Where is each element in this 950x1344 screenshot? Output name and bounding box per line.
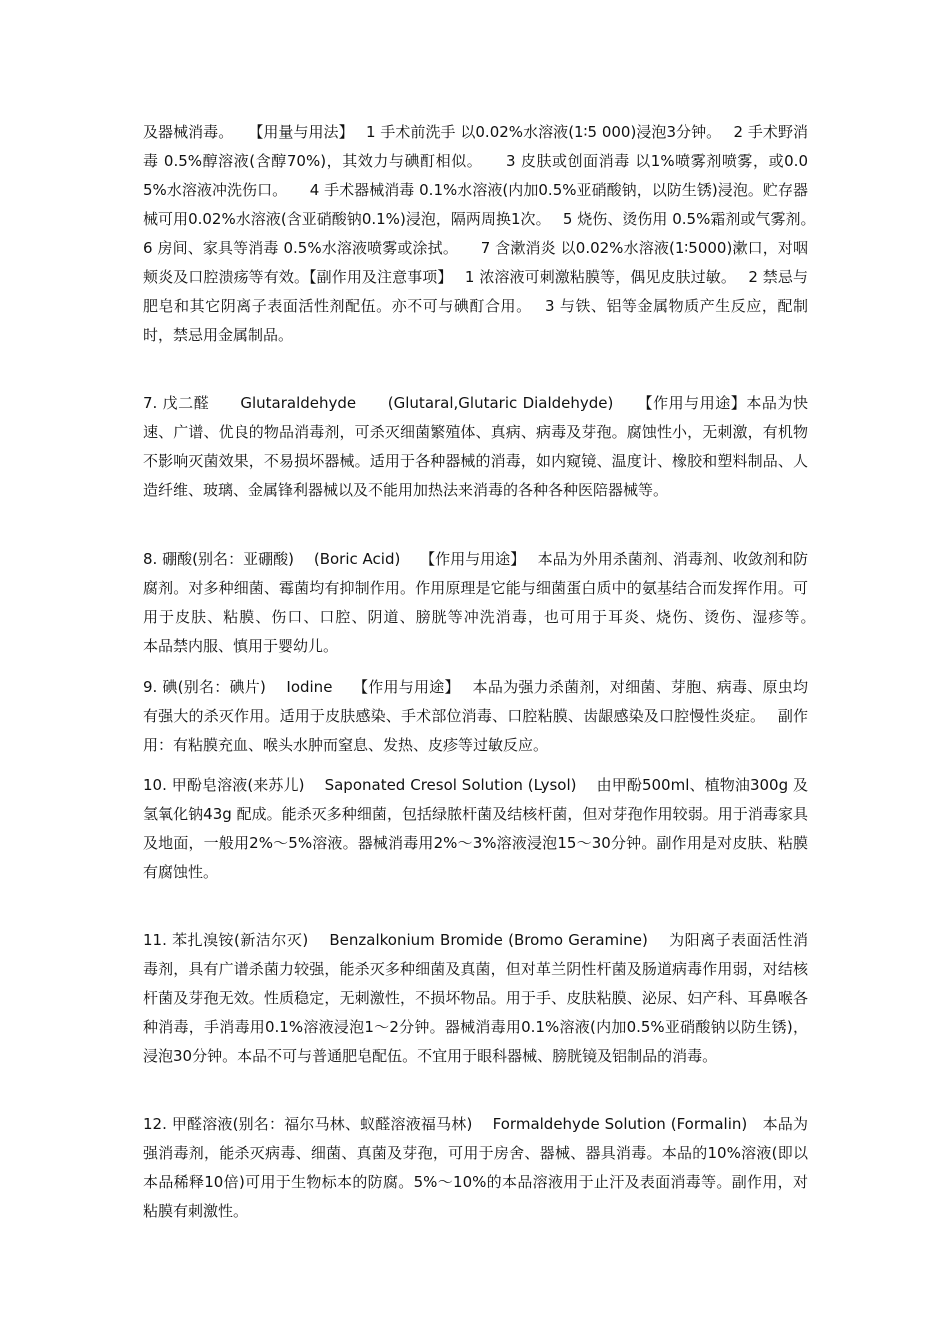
paragraph-lysol: 10. 甲酚皂溶液(来苏儿) Saponated Cresol Solution (Lysol) 由甲酚500ml、植物油300g 及氢氧化钠43g 配成。能杀灭多种细菌，包括绿脓杆菌及结核杆菌，但对芽孢作用较弱。用于消毒家具及地面，一般用2%～5%溶液。器械消毒用2%～3%溶液浸泡15～30分钟。副作用是对皮肤、粘膜有腐蚀性。: [143, 776, 808, 881]
paragraph-usage-continued: 及器械消毒。 【用量与用法】 1 手术前洗手 以0.02%水溶液(1∶5 000)浸泡3分钟。 2 手术野消毒 0.5%醇溶液(含醇70%)，其效力与碘酊相似。 3 皮肤或创面消毒 以1%喷雾剂喷雾，或0.05%水溶液冲洗伤口。 4 手术器械消毒 0.1%水溶液(内加0.5%亚硝酸钠，以防生锈)浸泡。贮存器械可用0.02%水溶液(含亚硝酸钠0.1%)浸泡，隔两周换1次。 5 烧伤、烫伤用 0.5%霜剂或气雾剂。 6 房间、家具等消毒 0.5%水溶液喷雾或涂拭。 7 含漱消炎 以0.02%水溶液(1∶5000)漱口，对咽颊炎及口腔溃疡等有效。【副作用及注意事项】 1 浓溶液可刺激粘膜等，偶见皮肤过敏。 2 禁忌与肥皂和其它阴离子表面活性剂配伍。亦不可与碘酊合用。 3 与铁、铝等金属物质产生反应，配制时，禁忌用金属制品。: [143, 123, 839, 344]
paragraph-iodine: 9. 碘(别名：碘片) Iodine 【作用与用途】 本品为强力杀菌剂，对细菌、芽胞、病毒、原虫均有强大的杀灭作用。适用于皮肤感染、手术部位消毒、口腔粘膜、齿龈感染及口腔慢性炎症。 副作用：有粘膜充血、喉头水肿而窒息、发热、皮疹等过敏反应。: [143, 678, 808, 754]
paragraph-boric-acid: 8. 硼酸(别名：亚硼酸) (Boric Acid) 【作用与用途】 本品为外用杀菌剂、消毒剂、收敛剂和防腐剂。对多种细菌、霉菌均有抑制作用。作用原理是它能与细菌蛋白质中的氨基结合而发挥作用。可用于皮肤、粘膜、伤口、口腔、阴道、膀胱等冲洗消毒，也可用于耳炎、烧伤、烫伤、湿疹等。 本品禁内服、慎用于婴幼儿。: [143, 550, 839, 655]
paragraph-benzalkonium-bromide: 11. 苯扎溴铵(新洁尔灭) Benzalkonium Bromide (Bromo Geramine) 为阳离子表面活性消毒剂，具有广谱杀菌力较强，能杀灭多种细菌及真菌，但对革兰阴性杆菌及肠道病毒作用弱，对结核杆菌及芽孢无效。性质稳定，无刺激性，不损坏物品。用于手、皮肤粘膜、泌尿、妇产科、耳鼻喉各种消毒，手消毒用0.1%溶液浸泡1～2分钟。器械消毒用0.1%溶液(内加0.5%亚硝酸钠以防生锈)，浸泡30分钟。本品不可与普通肥皂配伍。不宜用于眼科器械、膀胱镜及铝制品的消毒。: [143, 931, 808, 1065]
paragraph-glutaraldehyde: 7. 戊二醛 Glutaraldehyde (Glutaral,Glutaric Dialdehyde) 【作用与用途】本品为快速、广谱、优良的物品消毒剂，可杀灭细菌繁殖体、真病、病毒及芽孢。腐蚀性小，无刺激，有机物不影响灭菌效果，不易损坏器械。适用于各种器械的消毒，如内窥镜、温度计、橡胶和塑料制品、人造纤维、玻璃、金属锋利器械以及不能用加热法来消毒的各种各种医陪器械等。: [143, 394, 808, 499]
paragraph-formaldehyde: 12. 甲醛溶液(别名：福尔马林、蚁醛溶液福马林) Formaldehyde Solution (Formalin) 本品为强消毒剂，能杀灭病毒、细菌、真菌及芽孢，可用于房舍、器械、器具消毒。本品的10%溶液(即以本品稀释10倍)可用于生物标本的防腐。5%～10%的本品溶液用于止汗及表面消毒等。副作用，对粘膜有刺激性。: [143, 1115, 808, 1220]
